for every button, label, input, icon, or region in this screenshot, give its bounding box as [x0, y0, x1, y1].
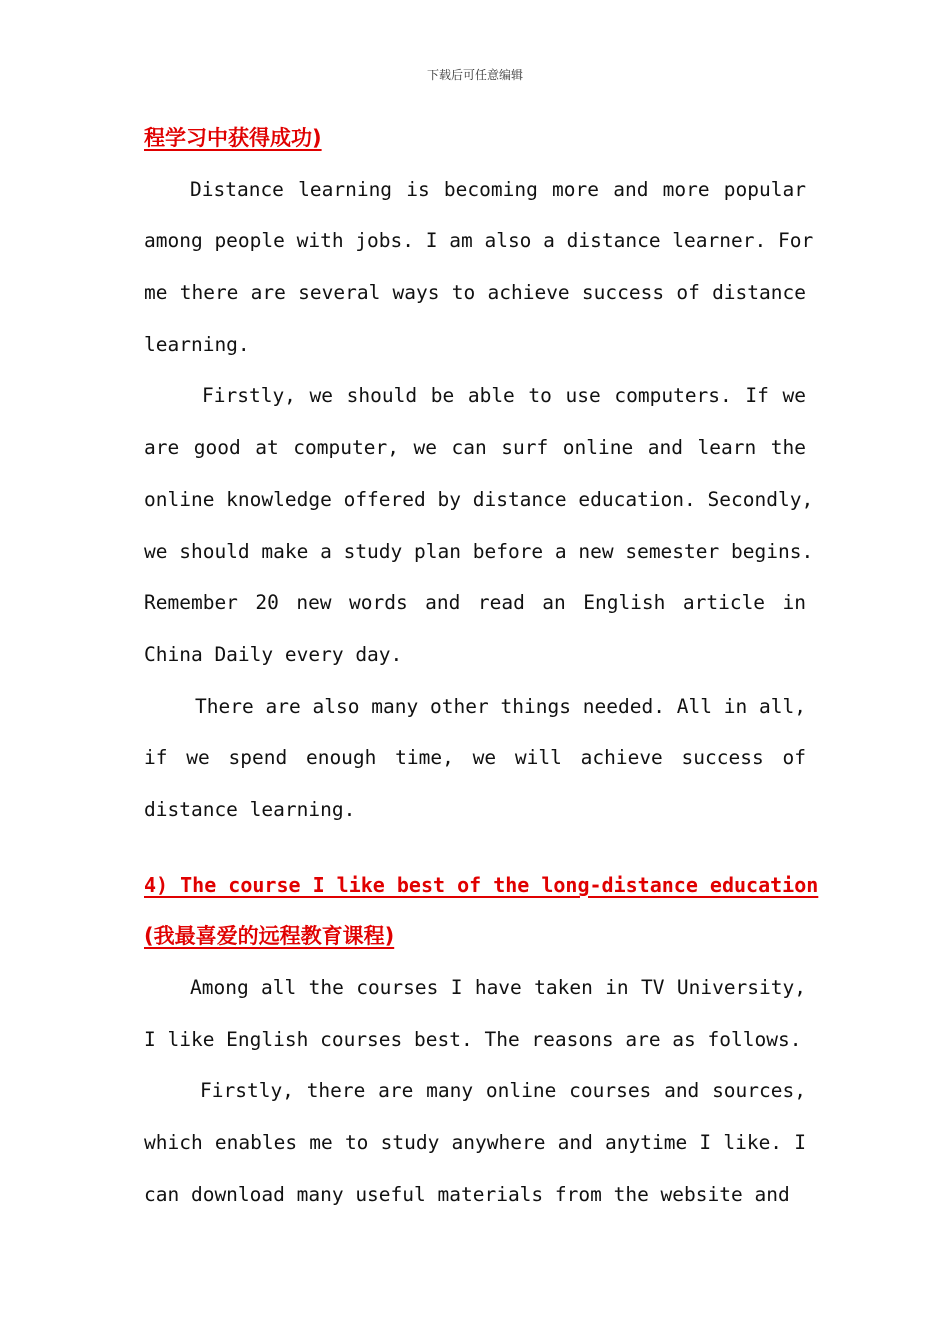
paragraph-line: learning.: [144, 332, 250, 356]
paragraph: [144, 1071, 806, 1226]
section-heading-tail: 程学习中获得成功): [144, 126, 322, 150]
paragraph-line: Remember 20 new words and read an English article in: [144, 591, 806, 615]
paragraph-line: There are also many other things needed. All in all,: [195, 694, 806, 718]
paragraph-line: me there are several ways to achieve success of distance: [144, 281, 806, 305]
paragraph-line: among people with jobs. I am also a distance learner. For: [144, 229, 814, 253]
paragraph-line: which enables me to study anywhere and anytime I like. I: [144, 1131, 806, 1155]
paragraph: [144, 376, 814, 686]
paragraph-line: if we spend enough time, we will achieve success of: [144, 746, 806, 770]
paragraph-line: I like English courses best. The reasons are as follows.: [144, 1027, 802, 1051]
paragraph-line: can download many useful materials from the website and: [144, 1182, 790, 1206]
paragraph-line: Among all the courses I have taken in TV University,: [190, 976, 806, 999]
page-header: 下载后可任意编辑: [426, 68, 523, 82]
section-4-heading-chinese: (我最喜爱的远程教育课程): [144, 924, 395, 949]
paragraph-line: Firstly, we should be able to use computers. If we: [202, 384, 806, 408]
paragraph: [144, 687, 806, 842]
paragraph-line: we should make a study plan before a new semester begins.: [144, 539, 814, 563]
section-4-heading: 4) The course I like best of the long-distance education: [144, 872, 819, 897]
paragraph-line: Firstly, there are many online courses and sources,: [200, 1079, 806, 1103]
paragraph-line: distance learning.: [144, 797, 356, 821]
paragraph: [144, 170, 814, 377]
paragraph-line: Distance learning is becoming more and more popular: [190, 177, 806, 201]
section-3-body: [144, 170, 814, 842]
section-4-body: [144, 968, 806, 1226]
paragraph-line: online knowledge offered by distance education. Secondly,: [144, 487, 814, 511]
paragraph-line: China Daily every day.: [144, 642, 403, 666]
document-body: [144, 118, 819, 1226]
paragraph-line: are good at computer, we can surf online and learn the: [144, 436, 806, 460]
paragraph: [144, 968, 806, 1071]
